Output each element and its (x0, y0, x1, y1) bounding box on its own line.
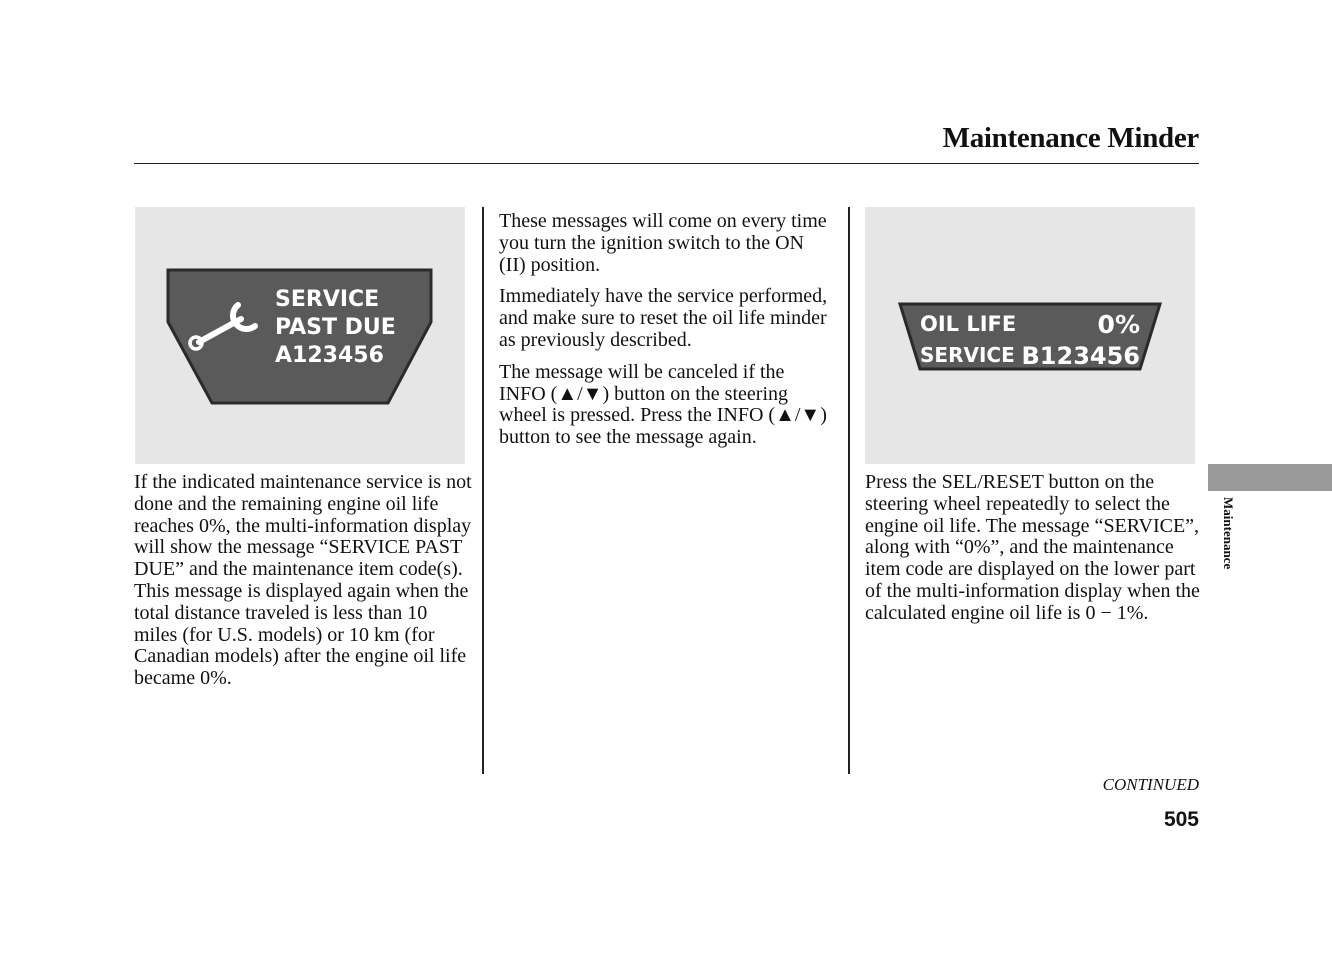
column-1-text (134, 472, 474, 700)
display-line-1: SERVICE (275, 287, 380, 312)
display-line-2: PAST DUE (275, 315, 396, 340)
column-2-paragraph-1: These messages will come on every time you turn the ignition switch to the ON (II) position. (499, 210, 827, 276)
display-line-3: A123456 (275, 343, 384, 368)
page-title: Maintenance Minder (942, 122, 1199, 154)
continued-label: CONTINUED (1102, 775, 1199, 794)
section-tab (1208, 464, 1332, 491)
section-tab-label: Maintenance (1221, 497, 1236, 570)
column-1-paragraph: If the indicated maintenance service is not done and the remaining engine oil life reaches 0%, the multi-information display will show the message “SERVICE PAST DUE” and the maintenance item code(s). This message is displayed again when the total distance traveled is less than 10 miles (for U.S. models) or 10 km (for Canadian models) after the engine oil life became 0%. (134, 471, 472, 690)
column-divider-1 (482, 207, 484, 774)
oil-life-figure (865, 207, 1195, 464)
oil-life-label: OIL LIFE (920, 312, 1017, 336)
maintenance-code: B123456 (1021, 342, 1140, 370)
column-divider-2 (848, 207, 850, 774)
service-label: SERVICE (920, 343, 1015, 367)
column-2-paragraph-3: The message will be canceled if the INFO (▲/▼) button on the steering wheel is pressed. Press the INFO (▲/▼) button to see the message again. (499, 360, 827, 449)
service-past-due-display (135, 207, 465, 464)
title-rule (134, 163, 1199, 164)
column-3-text (865, 472, 1205, 635)
page-number: 505 (1163, 808, 1199, 831)
oil-life-display (865, 207, 1195, 464)
column-3-paragraph: Press the SEL/RESET button on the steering wheel repeatedly to select the engine oil life. The message “SERVICE”, along with “0%”, and the maintenance item code are displayed on the lower part of the multi-information display when the calculated engine oil life is 0 − 1%. (865, 471, 1200, 624)
column-2-text (499, 211, 834, 459)
service-past-due-figure (135, 207, 465, 464)
column-2-paragraph-2: Immediately have the service performed, and make sure to reset the oil life minder as previously described. (499, 285, 828, 351)
oil-life-value: 0% (1097, 310, 1140, 339)
